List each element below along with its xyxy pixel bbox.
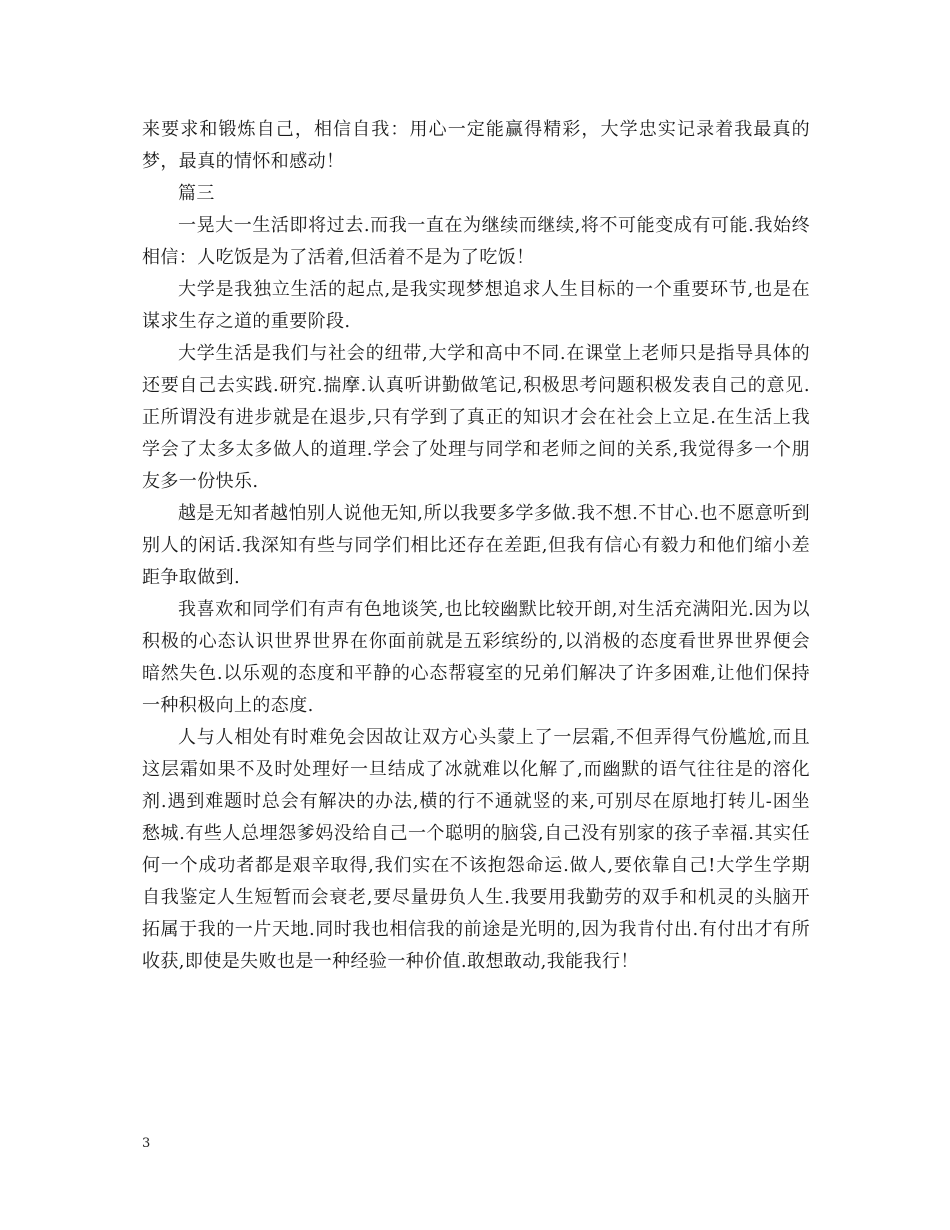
paragraph-continuation: 来要求和锻炼自己，相信自我：用心一定能赢得精彩，大学忠实记录着我最真的梦，最真的情怀和感动！ bbox=[142, 119, 810, 172]
paragraph: 一晃大一生活即将过去.而我一直在为继续而继续,将不可能变成有可能.我始终相信：人吃饭是为了活着,但活着不是为了吃饭！ bbox=[142, 215, 810, 268]
section-heading: 篇三 bbox=[178, 183, 215, 204]
paragraph: 我喜欢和同学们有声有色地谈笑,也比较幽默比较开朗,对生活充满阳光.因为以积极的心态认识世界世界在你面前就是五彩缤纷的,以消极的态度看世界世界便会暗然失色.以乐观的态度和平静的心态帮寝室的兄弟们解决了许多困难,让他们保持一种积极向上的态度. bbox=[142, 599, 810, 716]
paragraph: 大学是我独立生活的起点,是我实现梦想追求人生目标的一个重要环节,也是在谋求生存之道的重要阶段. bbox=[142, 279, 810, 332]
paragraph: 大学生活是我们与社会的纽带,大学和高中不同.在课堂上老师只是指导具体的还要自己去实践.研究.揣摩.认真听讲勤做笔记,积极思考问题积极发表自己的意见.正所谓没有进步就是在退步,只有学到了真正的知识才会在社会上立足.在生活上我学会了太多太多做人的道理.学会了处理与同学和老师之间的关系,我觉得多一个朋友多一份快乐. bbox=[142, 343, 810, 492]
page-number: 3 bbox=[142, 1136, 151, 1151]
document-body bbox=[142, 114, 810, 978]
paragraph: 人与人相处有时难免会因故让双方心头蒙上了一层霜,不但弄得气份尴尬,而且这层霜如果不及时处理好一旦结成了冰就难以化解了,而幽默的语气往往是的溶化剂.遇到难题时总会有解决的办法,横的行不通就竖的来,可别尽在原地打转儿-困坐愁城.有些人总埋怨爹妈没给自己一个聪明的脑袋,自己没有别家的孩子幸福.其实任何一个成功者都是艰辛取得,我们实在不该抱怨命运.做人,要依靠自己!大学生学期自我鉴定人生短暂而会衰老,要尽量毋负人生.我要用我勤劳的双手和机灵的头脑开拓属于我的一片天地.同时我也相信我的前途是光明的,因为我肯付出.有付出才有所收获,即使是失败也是一种经验一种价值.敢想敢动,我能我行！ bbox=[142, 727, 810, 972]
paragraph: 越是无知者越怕别人说他无知,所以我要多学多做.我不想.不甘心.也不愿意听到别人的闲话.我深知有些与同学们相比还存在差距,但我有信心有毅力和他们缩小差距争取做到. bbox=[142, 503, 810, 588]
